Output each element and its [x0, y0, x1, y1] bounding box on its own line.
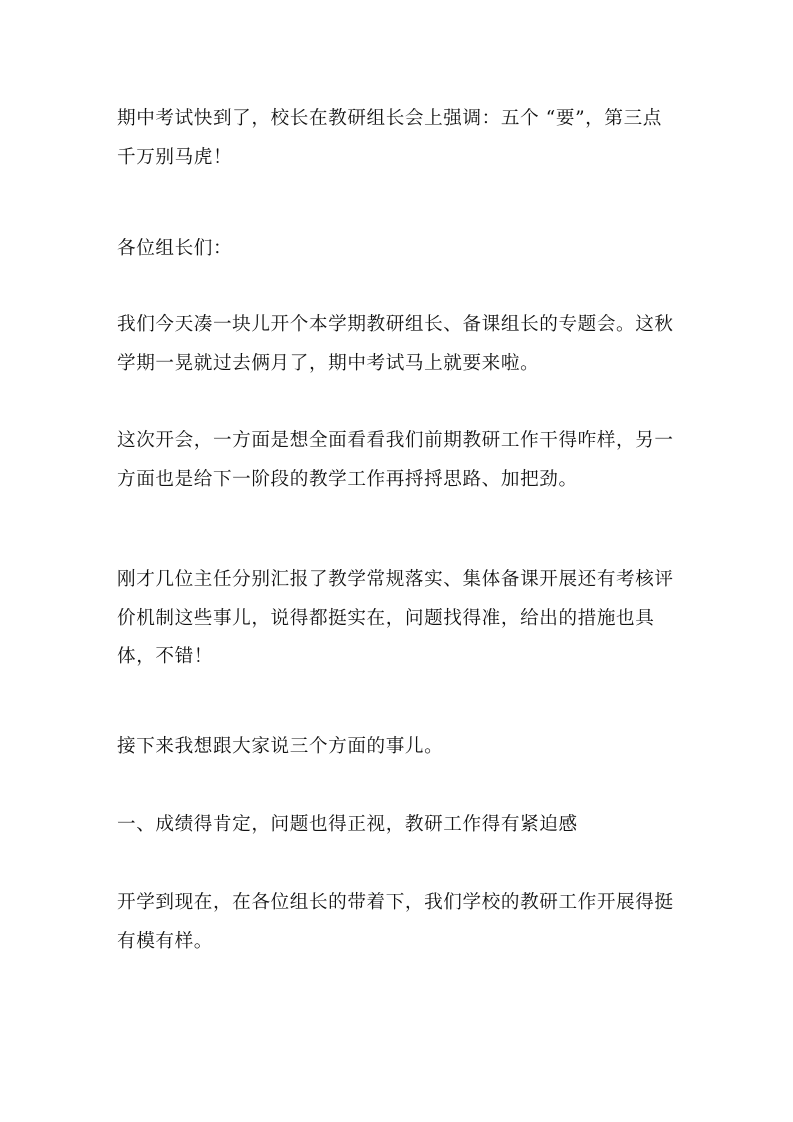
body-paragraph: 刚才几位主任分别汇报了教学常规落实、集体备课开展还有考核评价机制这些事儿，说得都挺实在，问题找得准，给出的措施也具体，不错！ [117, 569, 674, 667]
body-paragraph: 这次开会，一方面是想全面看看我们前期教研工作干得咋样，另一方面也是给下一阶段的教学工作再捋捋思路、加把劲。 [117, 430, 674, 490]
section-heading: 一、成绩得肯定，问题也得正视，教研工作得有紧迫感 [117, 814, 578, 835]
body-paragraph: 我们今天凑一块儿开个本学期教研组长、备课组长的专题会。这秋学期一晃就过去俩月了，期中考试马上就要来啦。 [117, 314, 674, 374]
body-paragraph: 接下来我想跟大家说三个方面的事儿。 [117, 736, 444, 757]
body-paragraph: 开学到现在，在各位组长的带着下，我们学校的教研工作开展得挺有模有样。 [117, 892, 674, 952]
headline-paragraph: 期中考试快到了，校长在教研组长会上强调：五个 “要”，第三点千万别马虎！ [117, 108, 662, 168]
salutation-paragraph: 各位组长们： [117, 238, 233, 259]
